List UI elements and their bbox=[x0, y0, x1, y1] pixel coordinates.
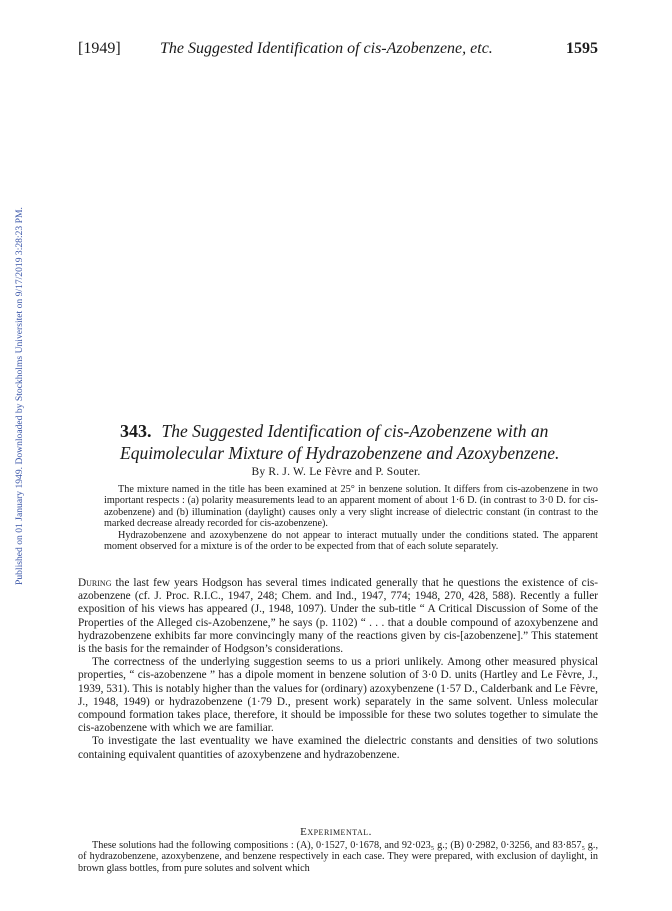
abstract-paragraph-2: Hydrazobenzene and azoxybenzene do not appear to interact mutually under the conditions stated. The apparent moment observed for a mixture is of the order to be expected from that of each solute separately. bbox=[104, 529, 598, 553]
download-watermark bbox=[2, 135, 25, 585]
header-running-title: The Suggested Identification of cis-Azobenzene, etc. bbox=[160, 40, 493, 57]
section-heading-experimental: Experimental. bbox=[300, 826, 372, 838]
download-watermark-text[interactable]: Published on 01 January 1949. Downloaded by Stockholms Universitet on 9/17/2019 3:28:23 PM. bbox=[14, 207, 25, 585]
article-title-text: The Suggested Identification of cis-Azobenzene with an bbox=[161, 421, 549, 441]
body-paragraph-3: To investigate the last eventuality we have examined the dielectric constants and densities of two solutions containing equivalent quantities of azoxybenzene and hydrazobenzene. bbox=[78, 735, 598, 761]
header-page-number: 1595 bbox=[566, 40, 598, 57]
abstract-paragraph-1: The mixture named in the title has been examined at 25° in benzene solution. It differs from cis-azobenzene in two important respects : (a) polarity measurements lead to an apparent moment of about 1·6 D. (in contrast to 3·0 D. for cis-azobenzene) and (b) illumination (daylight) causes only a very slight increase of dielectric constant (in contrast to the marked decrease already recorded for cis-azobenzene). bbox=[104, 484, 598, 530]
body-paragraph-1-text: the last few years Hodgson has several times indicated generally that he questions the existence of cis-azobenzene (cf. J. Proc. R.I.C., 1947, 248; Chem. and Ind., 1947, 774; 1948, 270, 428, 588). Recently a fuller exposition of his views has appeared (J., 1948, 1097). Under the sub-title “ A Critical Discussion of Some of the Properties of the Alleged cis-Azobenzene,” he says (p. 1102) “ . . . that a double compound of azoxybenzene and hydrazobenzene exhibits far more convincingly many of the reactions given by cis-[azobenzene].” This statement is the basis for the remainder of Hodgson’s considerations. bbox=[78, 577, 598, 656]
abstract bbox=[104, 484, 598, 552]
article-number: 343. bbox=[120, 421, 152, 441]
header-year: [1949] bbox=[78, 40, 121, 57]
article-body bbox=[78, 577, 598, 762]
experimental-paragraph-1: These solutions had the following compositions : (A), 0·1527, 0·1678, and 92·023₅ g.; (B) 0·2982, 0·3256, and 83·857₅ g., of hydrazobenzene, azoxybenzene, and benzene respectively in each case. They were prepared, with exclusion of daylight, in brown glass bottles, from pure solutes and solvent which bbox=[78, 840, 598, 874]
body-paragraph-1 bbox=[78, 577, 598, 656]
article-title-line1 bbox=[120, 420, 600, 442]
article-title bbox=[120, 420, 600, 464]
body-paragraph-2: The correctness of the underlying suggestion seems to us a priori unlikely. Among other measured physical properties, “ cis-azobenzene ” has a dipole moment in benzene solution of 3·0 D. units (Hartley and Le Fèvre, J., 1939, 531). This is notably higher than the values for (ordinary) azoxybenzene (1·57 D., Calderbank and Le Fèvre, J., 1948, 1949) or hydrazobenzene (1·79 D., present work) separately in the same solvent. Unless molecular compound formation takes place, therefore, it should be impossible for these two solutes together to simulate the cis-azobenzene with which we are familiar. bbox=[78, 656, 598, 735]
running-header bbox=[78, 40, 598, 62]
article-title-line2: Equimolecular Mixture of Hydrazobenzene and Azoxybenzene. bbox=[120, 443, 560, 463]
body-lead-word: During bbox=[78, 577, 112, 589]
article-authors: By R. J. W. Le Fèvre and P. Souter. bbox=[251, 466, 421, 478]
experimental-section bbox=[78, 840, 598, 874]
